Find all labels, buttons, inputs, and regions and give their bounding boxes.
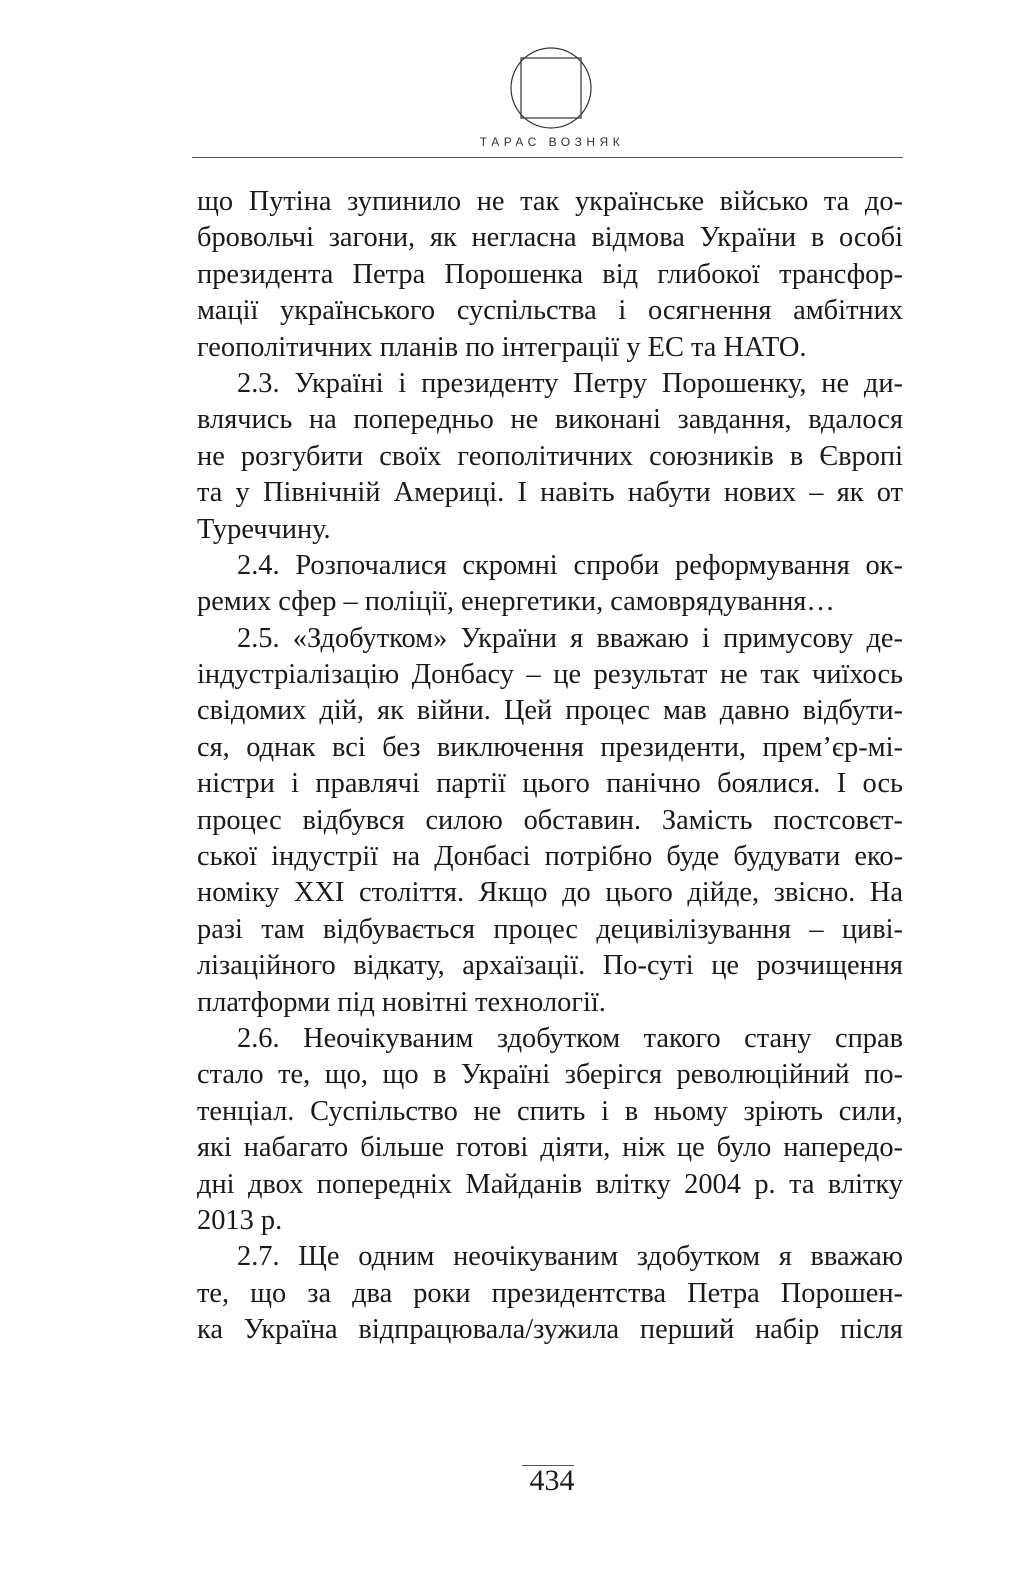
page-number: 434 bbox=[529, 1464, 575, 1497]
text-line: ка Україна відпрацювала/зужила перший набір після bbox=[197, 1314, 903, 1346]
paragraph-2-4-first-line: 2.4. Розпочалися скромні спроби реформування ок- bbox=[237, 549, 903, 581]
paragraph-2-5-first-line: 2.5. «Здобутком» України я вважаю і примусову де- bbox=[237, 622, 903, 654]
text-line: разі там відбувається процес децивілізування – циві- bbox=[197, 913, 903, 945]
text-line: процес відбувся силою обставин. Замість постсовєт- bbox=[197, 804, 903, 836]
text-line: ської індустрії на Донбасі потрібно буде будувати еко- bbox=[197, 841, 903, 873]
text-line: дні двох попередніх Майданів влітку 2004 р. та влітку bbox=[197, 1168, 903, 1200]
text-line: стало те, що, що в Україні зберігся революційний по- bbox=[197, 1059, 903, 1091]
text-line: свідомих дій, як війни. Цей процес мав давно відбути- bbox=[197, 695, 903, 727]
paragraph-2-7-first-line: 2.7. Ще одним неочікуваним здобутком я вважаю bbox=[237, 1241, 903, 1273]
text-line: які набагато більше готові діяти, ніж це було напередо- bbox=[197, 1132, 903, 1164]
text-line: платформи під новітні технології. bbox=[197, 986, 606, 1018]
text-line: ремих сфер – поліції, енергетики, самоврядування… bbox=[197, 586, 835, 618]
text-line: лізаційного відкату, архаїзації. По-суті це розчищення bbox=[197, 950, 903, 982]
text-line: номіку XXI століття. Якщо до цього дійде, звісно. На bbox=[197, 877, 903, 909]
text-line: ністри і правлячі партії цього панічно боялися. І ось bbox=[197, 768, 903, 800]
header-rule bbox=[192, 157, 903, 158]
paragraph-2-6-first-line: 2.6. Неочікуваним здобутком такого стану справ bbox=[237, 1022, 903, 1054]
circle-square-emblem-icon bbox=[509, 46, 593, 130]
text-line: 2013 р. bbox=[197, 1204, 283, 1236]
text-line: бровольчі загони, як негласна відмова України в особі bbox=[197, 222, 903, 254]
text-line: тенціал. Суспільство не спить і в ньому зріють сили, bbox=[197, 1095, 903, 1127]
text-line: влячись на попередньо не виконані завдання, вдалося bbox=[197, 404, 903, 436]
paragraph-2-3-first-line: 2.3. Україні і президенту Петру Порошенку, не ди- bbox=[237, 367, 903, 399]
running-header-author: ТАРАС ВОЗНЯК bbox=[479, 135, 625, 149]
text-line: що Путіна зупинило не так українське військо та до- bbox=[197, 186, 903, 217]
text-line: ся, однак всі без виключення президенти, прем’єр-мі- bbox=[197, 731, 903, 763]
text-line: індустріалізацію Донбасу – це результат не так чиїхось bbox=[197, 659, 903, 691]
text-line: не розгубити своїх геополітичних союзників в Європі bbox=[197, 440, 903, 472]
text-line: геополітичних планів по інтеграції у ЕС та НАТО. bbox=[197, 331, 807, 363]
text-line: та у Північній Америці. І навіть набути нових – як от bbox=[197, 477, 903, 509]
body-text bbox=[197, 184, 903, 1349]
text-line: те, що за два роки президентства Петра Порошен- bbox=[197, 1277, 903, 1309]
text-line: мації українського суспільства і осягнення амбітних bbox=[197, 295, 903, 327]
text-line: президента Петра Порошенка від глибокої трансфор- bbox=[197, 258, 903, 290]
text-line: Туреччину. bbox=[197, 513, 331, 545]
